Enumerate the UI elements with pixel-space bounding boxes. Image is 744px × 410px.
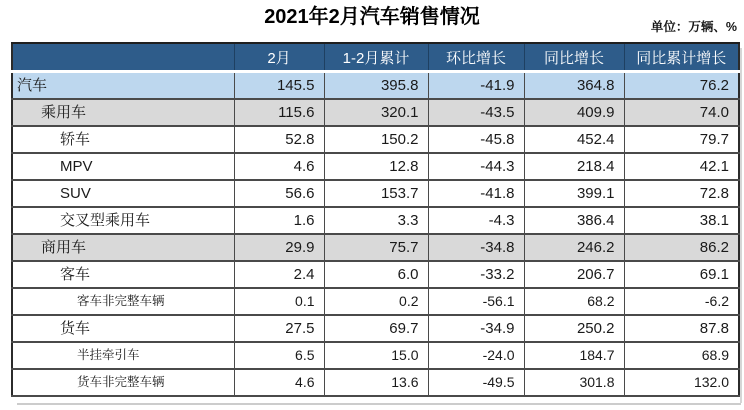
- cell-value: 72.8: [624, 180, 739, 207]
- row-label: 交叉型乘用车: [12, 207, 234, 234]
- cell-value: 218.4: [524, 153, 624, 180]
- table-row-truck-incomplete: [12, 369, 739, 396]
- cell-value: 452.4: [524, 126, 624, 153]
- cell-value: 145.5: [234, 72, 324, 100]
- row-label: 客车: [12, 261, 234, 288]
- row-label: 商用车: [12, 234, 234, 261]
- header-cell-mom-growth: 环比增长: [428, 43, 524, 72]
- cell-value: 246.2: [524, 234, 624, 261]
- header-cell-cumulative: 1-2月累计: [324, 43, 428, 72]
- unit-label: 单位：万辆、%: [650, 20, 737, 34]
- header-cell-label: [12, 43, 234, 72]
- cell-value: -34.8: [428, 234, 524, 261]
- row-label: 货车非完整车辆: [12, 369, 234, 396]
- cell-value: 320.1: [324, 99, 428, 126]
- cell-value: -56.1: [428, 288, 524, 315]
- cell-value: -44.3: [428, 153, 524, 180]
- table-row-mpv: [12, 153, 739, 180]
- table-right-shadow: [740, 48, 742, 403]
- table-row-suv: [12, 180, 739, 207]
- cell-value: 76.2: [624, 72, 739, 100]
- cell-value: 68.2: [524, 288, 624, 315]
- cell-value: 52.8: [234, 126, 324, 153]
- cell-value: 38.1: [624, 207, 739, 234]
- header-cell-yoy-cum-growth: 同比累计增长: [624, 43, 739, 72]
- table-row-sedan: [12, 126, 739, 153]
- cell-value: -41.9: [428, 72, 524, 100]
- cell-value: 75.7: [324, 234, 428, 261]
- table-row-semi-trailer: [12, 342, 739, 369]
- row-label: 半挂牵引车: [12, 342, 234, 369]
- cell-value: 42.1: [624, 153, 739, 180]
- cell-value: 364.8: [524, 72, 624, 100]
- row-label: 客车非完整车辆: [12, 288, 234, 315]
- cell-value: 301.8: [524, 369, 624, 396]
- cell-value: 1.6: [234, 207, 324, 234]
- cell-value: 27.5: [234, 315, 324, 342]
- header-cell-feb: 2月: [234, 43, 324, 72]
- cell-value: 3.3: [324, 207, 428, 234]
- cell-value: 56.6: [234, 180, 324, 207]
- cell-value: 15.0: [324, 342, 428, 369]
- table-row-total-auto: [12, 72, 739, 100]
- cell-value: 409.9: [524, 99, 624, 126]
- cell-value: 250.2: [524, 315, 624, 342]
- cell-value: 4.6: [234, 369, 324, 396]
- table-row-passenger: [12, 99, 739, 126]
- cell-value: 74.0: [624, 99, 739, 126]
- row-label: MPV: [12, 153, 234, 180]
- cell-value: 6.5: [234, 342, 324, 369]
- cell-value: 206.7: [524, 261, 624, 288]
- table-row-crossover: [12, 207, 739, 234]
- header-cell-yoy-growth: 同比增长: [524, 43, 624, 72]
- cell-value: 6.0: [324, 261, 428, 288]
- row-label: 轿车: [12, 126, 234, 153]
- cell-value: 79.7: [624, 126, 739, 153]
- cell-value: 2.4: [234, 261, 324, 288]
- cell-value: 0.1: [234, 288, 324, 315]
- cell-value: 12.8: [324, 153, 428, 180]
- table-row-bus-incomplete: [12, 288, 739, 315]
- cell-value: 150.2: [324, 126, 428, 153]
- cell-value: 399.1: [524, 180, 624, 207]
- cell-value: 86.2: [624, 234, 739, 261]
- row-label: 乘用车: [12, 99, 234, 126]
- cell-value: -45.8: [428, 126, 524, 153]
- table-bottom-shadow: [17, 403, 741, 405]
- cell-value: -24.0: [428, 342, 524, 369]
- cell-value: 68.9: [624, 342, 739, 369]
- cell-value: 29.9: [234, 234, 324, 261]
- auto-sales-table: [11, 42, 740, 397]
- page-title: 2021年2月汽车销售情况: [264, 6, 480, 28]
- row-label: SUV: [12, 180, 234, 207]
- row-label: 汽车: [12, 72, 234, 100]
- cell-value: -33.2: [428, 261, 524, 288]
- cell-value: 69.7: [324, 315, 428, 342]
- cell-value: 132.0: [624, 369, 739, 396]
- table-row-commercial: [12, 234, 739, 261]
- cell-value: 69.1: [624, 261, 739, 288]
- cell-value: 0.2: [324, 288, 428, 315]
- cell-value: 153.7: [324, 180, 428, 207]
- cell-value: -6.2: [624, 288, 739, 315]
- cell-value: 386.4: [524, 207, 624, 234]
- table-row-bus: [12, 261, 739, 288]
- cell-value: 87.8: [624, 315, 739, 342]
- row-label: 货车: [12, 315, 234, 342]
- cell-value: -41.8: [428, 180, 524, 207]
- cell-value: 4.6: [234, 153, 324, 180]
- cell-value: 13.6: [324, 369, 428, 396]
- cell-value: 184.7: [524, 342, 624, 369]
- cell-value: 115.6: [234, 99, 324, 126]
- cell-value: -4.3: [428, 207, 524, 234]
- cell-value: -34.9: [428, 315, 524, 342]
- table-row-truck: [12, 315, 739, 342]
- cell-value: -49.5: [428, 369, 524, 396]
- cell-value: -43.5: [428, 99, 524, 126]
- header-row: [12, 43, 739, 72]
- cell-value: 395.8: [324, 72, 428, 100]
